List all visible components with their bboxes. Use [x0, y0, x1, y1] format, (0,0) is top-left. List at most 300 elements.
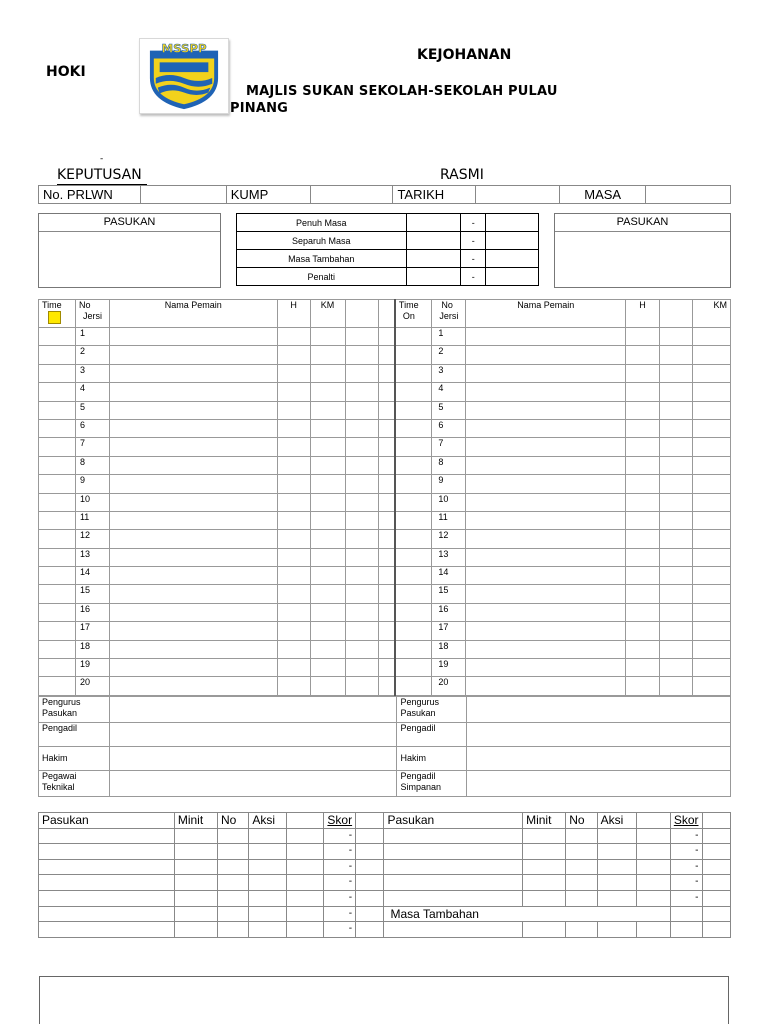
km-field[interactable]	[310, 585, 345, 603]
time-field[interactable]	[39, 530, 76, 548]
time-on-field[interactable]	[395, 567, 432, 585]
km-field[interactable]	[692, 475, 730, 493]
extra-field[interactable]	[660, 530, 693, 548]
player-name-field[interactable]	[109, 346, 277, 364]
skor-left-field[interactable]	[286, 906, 324, 922]
player-name-field[interactable]	[109, 383, 277, 401]
time-field[interactable]	[39, 328, 76, 346]
time-on-field[interactable]	[395, 328, 432, 346]
extra-field[interactable]	[660, 640, 693, 658]
player-name-field[interactable]	[109, 585, 277, 603]
player-name-field[interactable]	[109, 493, 277, 511]
skor-left-field[interactable]	[636, 890, 670, 906]
aksi-field[interactable]	[597, 844, 636, 860]
time-field[interactable]	[39, 383, 76, 401]
tarikh-field[interactable]	[476, 186, 560, 204]
time-on-field[interactable]	[395, 383, 432, 401]
player-name-field[interactable]	[109, 328, 277, 346]
h-field[interactable]	[626, 567, 660, 585]
player-name-field[interactable]	[109, 603, 277, 621]
skor-right-field[interactable]	[356, 859, 384, 875]
team-right-field[interactable]	[555, 232, 730, 288]
km-field[interactable]	[692, 548, 730, 566]
player-name-field[interactable]	[466, 585, 626, 603]
extra-field[interactable]	[345, 456, 379, 474]
h-field[interactable]	[626, 677, 660, 695]
minit-field[interactable]	[174, 859, 217, 875]
km-field[interactable]	[692, 640, 730, 658]
h-field[interactable]	[626, 475, 660, 493]
h-field[interactable]	[626, 530, 660, 548]
h-field[interactable]	[277, 364, 310, 382]
no-field[interactable]	[218, 890, 249, 906]
time-on-field[interactable]	[395, 511, 432, 529]
h-field[interactable]	[277, 401, 310, 419]
pasukan-field[interactable]	[39, 859, 175, 875]
result-left-field[interactable]	[406, 214, 461, 232]
extra-field[interactable]	[660, 401, 693, 419]
km-field[interactable]	[692, 346, 730, 364]
km-field[interactable]	[692, 493, 730, 511]
pasukan-field[interactable]	[39, 890, 175, 906]
pasukan-field[interactable]	[39, 828, 175, 844]
extra-field[interactable]	[345, 364, 379, 382]
extra-field[interactable]	[345, 622, 379, 640]
time-field[interactable]	[39, 346, 76, 364]
extra-field[interactable]	[660, 677, 693, 695]
time-field[interactable]	[39, 567, 76, 585]
player-name-field[interactable]	[466, 401, 626, 419]
player-name-field[interactable]	[466, 438, 626, 456]
player-name-field[interactable]	[466, 622, 626, 640]
player-name-field[interactable]	[466, 419, 626, 437]
h-field[interactable]	[277, 640, 310, 658]
extra-field[interactable]	[379, 438, 395, 456]
extra-field[interactable]	[660, 328, 693, 346]
km-field[interactable]	[310, 493, 345, 511]
time-on-field[interactable]	[395, 346, 432, 364]
h-field[interactable]	[626, 511, 660, 529]
player-name-field[interactable]	[109, 659, 277, 677]
time-field[interactable]	[39, 419, 76, 437]
extra-field[interactable]	[345, 548, 379, 566]
no-field[interactable]	[218, 922, 249, 938]
skor-right-field[interactable]	[356, 875, 384, 891]
minit-field[interactable]	[174, 828, 217, 844]
skor-right-field[interactable]	[356, 906, 384, 922]
player-name-field[interactable]	[109, 677, 277, 695]
time-field[interactable]	[39, 548, 76, 566]
no-field[interactable]	[566, 922, 597, 938]
extra-field[interactable]	[660, 567, 693, 585]
pasukan-field[interactable]	[384, 890, 523, 906]
extra-field[interactable]	[379, 401, 395, 419]
extra-field[interactable]	[345, 383, 379, 401]
pasukan-field[interactable]	[384, 859, 523, 875]
aksi-field[interactable]	[597, 922, 636, 938]
skor-right-field[interactable]	[702, 890, 731, 906]
no-field[interactable]	[218, 828, 249, 844]
h-field[interactable]	[277, 438, 310, 456]
skor-right-field[interactable]	[356, 844, 384, 860]
minit-field[interactable]	[523, 922, 566, 938]
time-on-field[interactable]	[395, 659, 432, 677]
player-name-field[interactable]	[466, 548, 626, 566]
h-field[interactable]	[277, 567, 310, 585]
result-right-field[interactable]	[486, 250, 539, 268]
h-field[interactable]	[626, 493, 660, 511]
result-left-field[interactable]	[406, 232, 461, 250]
skor-right-field[interactable]	[702, 875, 731, 891]
extra-field[interactable]	[660, 419, 693, 437]
km-field[interactable]	[692, 603, 730, 621]
player-name-field[interactable]	[109, 438, 277, 456]
h-field[interactable]	[277, 677, 310, 695]
extra-field[interactable]	[660, 622, 693, 640]
km-field[interactable]	[692, 438, 730, 456]
time-on-field[interactable]	[395, 401, 432, 419]
skor-left-field[interactable]	[286, 922, 324, 938]
time-on-field[interactable]	[395, 419, 432, 437]
extra-field[interactable]	[345, 346, 379, 364]
skor-left-field[interactable]	[636, 922, 670, 938]
player-name-field[interactable]	[466, 603, 626, 621]
extra-field[interactable]	[660, 346, 693, 364]
time-on-field[interactable]	[395, 677, 432, 695]
minit-field[interactable]	[523, 890, 566, 906]
km-field[interactable]	[310, 456, 345, 474]
skor-left-field[interactable]	[286, 890, 324, 906]
aksi-field[interactable]	[597, 890, 636, 906]
player-name-field[interactable]	[109, 530, 277, 548]
time-field[interactable]	[39, 401, 76, 419]
h-field[interactable]	[626, 364, 660, 382]
h-field[interactable]	[626, 603, 660, 621]
km-field[interactable]	[310, 530, 345, 548]
h-field[interactable]	[277, 530, 310, 548]
extra-field[interactable]	[379, 511, 395, 529]
official-field[interactable]	[467, 771, 731, 797]
extra-field[interactable]	[660, 475, 693, 493]
pasukan-field[interactable]	[384, 844, 523, 860]
extra-field[interactable]	[379, 603, 395, 621]
time-on-field[interactable]	[395, 364, 432, 382]
extra-field[interactable]	[379, 548, 395, 566]
extra-field[interactable]	[379, 567, 395, 585]
player-name-field[interactable]	[109, 622, 277, 640]
time-field[interactable]	[39, 456, 76, 474]
kump-field[interactable]	[310, 186, 393, 204]
extra-field[interactable]	[660, 364, 693, 382]
aksi-field[interactable]	[249, 922, 286, 938]
pasukan-field[interactable]	[384, 922, 523, 938]
player-name-field[interactable]	[466, 456, 626, 474]
h-field[interactable]	[626, 548, 660, 566]
skor-left-field[interactable]	[286, 875, 324, 891]
extra-field[interactable]	[660, 383, 693, 401]
player-name-field[interactable]	[109, 475, 277, 493]
result-right-field[interactable]	[486, 214, 539, 232]
no-field[interactable]	[566, 875, 597, 891]
km-field[interactable]	[310, 548, 345, 566]
extra-field[interactable]	[345, 401, 379, 419]
h-field[interactable]	[626, 383, 660, 401]
km-field[interactable]	[310, 622, 345, 640]
skor-left-field[interactable]	[636, 875, 670, 891]
player-name-field[interactable]	[466, 383, 626, 401]
skor-left-field[interactable]	[286, 828, 324, 844]
km-field[interactable]	[310, 511, 345, 529]
extra-field[interactable]	[379, 475, 395, 493]
extra-field[interactable]	[660, 548, 693, 566]
km-field[interactable]	[692, 364, 730, 382]
km-field[interactable]	[692, 585, 730, 603]
player-name-field[interactable]	[109, 567, 277, 585]
player-name-field[interactable]	[109, 364, 277, 382]
time-on-field[interactable]	[395, 456, 432, 474]
pasukan-field[interactable]	[384, 828, 523, 844]
extra-field[interactable]	[379, 677, 395, 695]
extra-field[interactable]	[379, 530, 395, 548]
aksi-field[interactable]	[597, 828, 636, 844]
h-field[interactable]	[277, 328, 310, 346]
aksi-field[interactable]	[249, 828, 286, 844]
player-name-field[interactable]	[466, 640, 626, 658]
player-name-field[interactable]	[109, 548, 277, 566]
extra-field[interactable]	[345, 640, 379, 658]
minit-field[interactable]	[174, 875, 217, 891]
extra-field[interactable]	[345, 677, 379, 695]
time-field[interactable]	[39, 493, 76, 511]
extra-field[interactable]	[345, 567, 379, 585]
km-field[interactable]	[310, 438, 345, 456]
time-field[interactable]	[39, 585, 76, 603]
result-right-field[interactable]	[486, 268, 539, 286]
minit-field[interactable]	[174, 922, 217, 938]
h-field[interactable]	[277, 659, 310, 677]
km-field[interactable]	[310, 659, 345, 677]
extra-field[interactable]	[379, 328, 395, 346]
time-field[interactable]	[39, 438, 76, 456]
h-field[interactable]	[626, 419, 660, 437]
pasukan-field[interactable]	[39, 844, 175, 860]
km-field[interactable]	[692, 567, 730, 585]
skor-right-field[interactable]	[356, 828, 384, 844]
extra-field[interactable]	[660, 438, 693, 456]
extra-field[interactable]	[660, 493, 693, 511]
h-field[interactable]	[626, 346, 660, 364]
h-field[interactable]	[626, 401, 660, 419]
km-field[interactable]	[310, 567, 345, 585]
minit-field[interactable]	[174, 890, 217, 906]
notes-box[interactable]	[39, 976, 729, 1024]
team-left-field[interactable]	[39, 232, 220, 288]
skor-right-field[interactable]	[356, 922, 384, 938]
h-field[interactable]	[277, 456, 310, 474]
km-field[interactable]	[310, 346, 345, 364]
official-field[interactable]	[467, 723, 731, 747]
pasukan-field[interactable]	[39, 922, 175, 938]
official-field[interactable]	[467, 747, 731, 771]
no-field[interactable]	[566, 890, 597, 906]
skor-right-field[interactable]	[702, 828, 731, 844]
official-field[interactable]	[109, 697, 397, 723]
km-field[interactable]	[310, 364, 345, 382]
skor-right-field[interactable]	[356, 890, 384, 906]
player-name-field[interactable]	[466, 364, 626, 382]
time-field[interactable]	[39, 475, 76, 493]
km-field[interactable]	[692, 659, 730, 677]
aksi-field[interactable]	[249, 890, 286, 906]
no-field[interactable]	[566, 844, 597, 860]
player-name-field[interactable]	[466, 493, 626, 511]
km-field[interactable]	[310, 401, 345, 419]
extra-field[interactable]	[345, 438, 379, 456]
extra-field[interactable]	[379, 364, 395, 382]
h-field[interactable]	[277, 346, 310, 364]
time-field[interactable]	[39, 677, 76, 695]
h-field[interactable]	[277, 383, 310, 401]
official-field[interactable]	[467, 697, 731, 723]
km-field[interactable]	[692, 401, 730, 419]
player-name-field[interactable]	[109, 640, 277, 658]
extra-field[interactable]	[379, 493, 395, 511]
km-field[interactable]	[310, 328, 345, 346]
no-prlwn-field[interactable]	[140, 186, 226, 204]
time-field[interactable]	[39, 511, 76, 529]
result-right-field[interactable]	[486, 232, 539, 250]
skor-left-field[interactable]	[286, 844, 324, 860]
time-on-field[interactable]	[395, 475, 432, 493]
result-left-field[interactable]	[406, 250, 461, 268]
official-field[interactable]	[109, 771, 397, 797]
h-field[interactable]	[277, 603, 310, 621]
extra-field[interactable]	[379, 585, 395, 603]
no-field[interactable]	[218, 906, 249, 922]
km-field[interactable]	[692, 530, 730, 548]
extra-field[interactable]	[345, 603, 379, 621]
extra-field[interactable]	[379, 456, 395, 474]
minit-field[interactable]	[174, 906, 217, 922]
extra-field[interactable]	[345, 328, 379, 346]
extra-field[interactable]	[379, 419, 395, 437]
h-field[interactable]	[626, 622, 660, 640]
player-name-field[interactable]	[109, 511, 277, 529]
time-on-field[interactable]	[395, 640, 432, 658]
no-field[interactable]	[218, 844, 249, 860]
time-on-field[interactable]	[395, 493, 432, 511]
player-name-field[interactable]	[466, 659, 626, 677]
player-name-field[interactable]	[466, 511, 626, 529]
extra-field[interactable]	[660, 511, 693, 529]
player-name-field[interactable]	[466, 475, 626, 493]
pasukan-field[interactable]	[39, 875, 175, 891]
no-field[interactable]	[218, 859, 249, 875]
km-field[interactable]	[692, 456, 730, 474]
skor-left-field[interactable]	[286, 859, 324, 875]
time-on-field[interactable]	[395, 530, 432, 548]
player-name-field[interactable]	[466, 677, 626, 695]
extra-field[interactable]	[345, 475, 379, 493]
km-field[interactable]	[692, 677, 730, 695]
no-field[interactable]	[218, 875, 249, 891]
h-field[interactable]	[626, 585, 660, 603]
time-on-field[interactable]	[395, 438, 432, 456]
km-field[interactable]	[310, 383, 345, 401]
extra-field[interactable]	[379, 622, 395, 640]
time-field[interactable]	[39, 622, 76, 640]
aksi-field[interactable]	[249, 859, 286, 875]
h-field[interactable]	[626, 456, 660, 474]
skor-left-field[interactable]	[636, 844, 670, 860]
player-name-field[interactable]	[466, 567, 626, 585]
extra-field[interactable]	[660, 456, 693, 474]
player-name-field[interactable]	[109, 419, 277, 437]
time-on-field[interactable]	[395, 622, 432, 640]
aksi-field[interactable]	[249, 875, 286, 891]
skor-right-field[interactable]	[702, 922, 731, 938]
time-field[interactable]	[39, 640, 76, 658]
h-field[interactable]	[626, 438, 660, 456]
extra-field[interactable]	[345, 493, 379, 511]
aksi-field[interactable]	[249, 906, 286, 922]
km-field[interactable]	[310, 419, 345, 437]
km-field[interactable]	[692, 622, 730, 640]
minit-field[interactable]	[523, 875, 566, 891]
h-field[interactable]	[626, 328, 660, 346]
official-field[interactable]	[109, 723, 397, 747]
skor-left-field[interactable]	[636, 828, 670, 844]
h-field[interactable]	[277, 548, 310, 566]
skor-left-field[interactable]	[636, 859, 670, 875]
aksi-field[interactable]	[597, 875, 636, 891]
km-field[interactable]	[692, 328, 730, 346]
official-field[interactable]	[109, 747, 397, 771]
extra-field[interactable]	[660, 603, 693, 621]
time-on-field[interactable]	[395, 603, 432, 621]
extra-field[interactable]	[345, 585, 379, 603]
time-on-field[interactable]	[395, 548, 432, 566]
time-field[interactable]	[39, 364, 76, 382]
minit-field[interactable]	[174, 844, 217, 860]
km-field[interactable]	[692, 419, 730, 437]
km-field[interactable]	[310, 475, 345, 493]
aksi-field[interactable]	[597, 859, 636, 875]
time-on-field[interactable]	[395, 585, 432, 603]
minit-field[interactable]	[523, 859, 566, 875]
extra-field[interactable]	[660, 659, 693, 677]
pasukan-field[interactable]	[39, 906, 175, 922]
time-field[interactable]	[39, 659, 76, 677]
skor-right-field[interactable]	[702, 859, 731, 875]
minit-field[interactable]	[523, 828, 566, 844]
extra-field[interactable]	[345, 659, 379, 677]
h-field[interactable]	[277, 622, 310, 640]
skor-right-field[interactable]	[702, 844, 731, 860]
extra-field[interactable]	[379, 383, 395, 401]
extra-field[interactable]	[345, 530, 379, 548]
h-field[interactable]	[626, 659, 660, 677]
time-field[interactable]	[39, 603, 76, 621]
pasukan-field[interactable]	[384, 875, 523, 891]
minit-field[interactable]	[523, 844, 566, 860]
extra-field[interactable]	[345, 419, 379, 437]
extra-field[interactable]	[379, 659, 395, 677]
km-field[interactable]	[310, 677, 345, 695]
extra-field[interactable]	[379, 640, 395, 658]
h-field[interactable]	[277, 585, 310, 603]
km-field[interactable]	[692, 511, 730, 529]
